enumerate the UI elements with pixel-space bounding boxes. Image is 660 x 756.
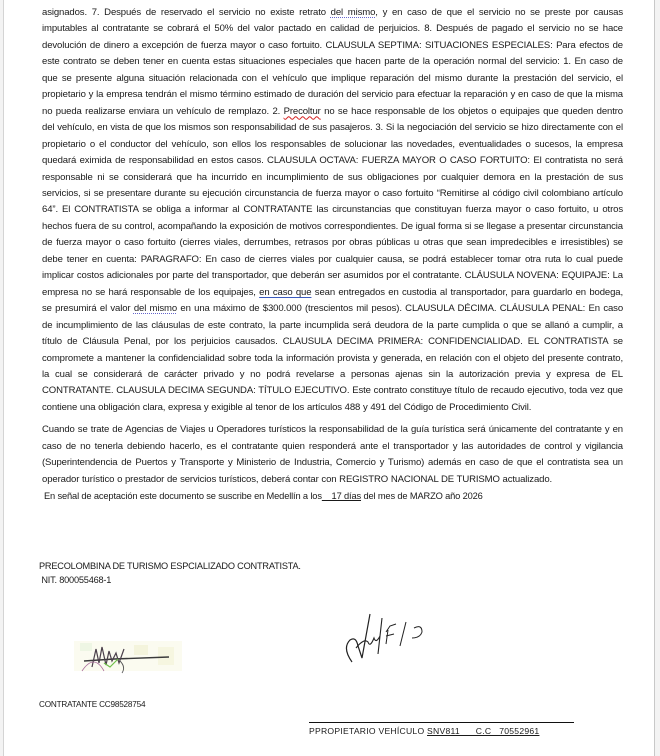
owner-label	[309, 726, 579, 736]
text-run: asignados. 7. Después de reservado el servicio no existe retrato	[42, 7, 331, 18]
owner-plate-id: SNV811 C.C 70552961	[427, 726, 540, 736]
acceptance-suffix: del mes de MARZO año 2026	[361, 491, 483, 501]
text-run: en una máximo de $300.000 (trescientos mil pesos). CLAUSULA DÉCIMA. CLÁUSULA PENAL: En caso de incumplimiento de las cláusulas de este contrato, la parte incumplida será deudora de la parte cumplida o que se allanó a cumplir, a título de Cláusula Penal, por los perjuicios causados. CLAUSULA DECIMA PRIMERA: CONFIDENCIALIDAD. EL CONTRATISTA se compromete a mantener la confidencialidad sobre toda la información provista y generada, en relación con el objeto del presente contrato, la cual se considerará de carácter privado y no podrá revelarse a personas ajenas sin la autorización previa y expresa de EL CONTRATANTE. CLAUSULA DECIMA SEGUNDA: TÍTULO EJECUTIVO. Este contrato constituye título de recaudo ejecutivo, toda vez que contiene una obligación clara, expresa y exigible al tenor de los artículos 488 y 491 del Código de Procedimiento Civil.	[42, 303, 624, 413]
owner-label-text: PPROPIETARIO VEHÍCULO	[309, 726, 428, 736]
tourism-agency-paragraph: Cuando se trate de Agencias de Viajes u Operadores turísticos la responsabilidad de la guía turística será únicamente del contratante y en caso de no tenerla debiendo hacerlo, es el contratante quien responderá ante el transportador y las autoridades de control y vigilancia (Superintendencia de Puertos y Transporte y Ministerio de Industria, Comercio y Turismo) además en caso de que el contratista sea un operador turístico o prestador de servicios turísticos, deberá contar con REGISTRO NACIONAL DE TURISMO actualizado.	[42, 424, 623, 485]
grammar-flag[interactable]: del mismo	[330, 7, 376, 18]
text-run: no se hace responsable de los objetos o equipajes que queden dentro del vehículo, en vista de que los mismos son responsabilidad de sus pasajeros. 3. Si la negociación del servicio se hizo directamente con el propietario o el conductor del vehículo, son ellos los responsables de solucionar las novedades, eventualidades o sucesos, la empresa quedará eximida de responsabilidad en estos casos. CLAUSULA OCTAVA: FUERZA MAYOR O CASO FORTUITO: El contratista no será responsable ni se considerará que ha incurrido en incumplimiento de sus obligaciones por cualquier demora en la prestación de sus servicios, si se presentare durante su ejecución circunstancia de fuerza mayor o caso fortuito “Remitirse al código civil colombiano artículo 64”. El CONTRATISTA se obliga a informar al CONTRATANTE las circunstancias que constituyan fuerza mayor o caso fortuito, u otros hechos fuera de su control, acompañando la exposición de motivos correspondientes. De igual forma si se llegase a presentar circunstancia de fuerza mayor o caso fortuito (cierres viales, derrumbes, retrasos por obras públicas u otras que sean impredecibles e irresistibles) se debe tener en cuenta: PARAGRAFO: En caso de cierres viales por cualquier causa, se podrá establecer tomar otra ruta lo cual puede implicar costos adicionales por parte del transportador, que deberán ser asumidos por el contratante. CLÁUSULA NOVENA: EQUIPAJE: La empresa no se hará responsable de los equipajes,	[42, 105, 623, 298]
company-name: PRECOLOMBINA DE TURISMO ESPCIALIZADO CONTRATISTA.	[39, 561, 301, 571]
document-page	[3, 0, 655, 756]
text-run: sean entregados en custodia al transportador, para guardarlo en bodega, se presumirá el valor	[42, 286, 623, 315]
acceptance-prefix: En señal de aceptación este documento se suscribe en Medellín a los	[44, 491, 322, 501]
clauses-paragraph	[42, 5, 623, 416]
contratante-label: CONTRATANTE CC98528754	[39, 700, 146, 709]
company-block	[39, 560, 301, 587]
acceptance-line	[44, 491, 483, 501]
spelling-flag[interactable]: Precoltur	[283, 105, 321, 117]
contractor-signature-image	[74, 637, 182, 675]
owner-signature-line	[309, 722, 574, 723]
owner-signature-image	[342, 608, 437, 670]
acceptance-days: 17 días	[321, 491, 362, 501]
grammar-flag[interactable]: del mismo	[133, 303, 178, 315]
contract-body	[42, 5, 623, 488]
text-run: , y en caso de que el servicio no se preste por causas imputables al contratante se cobrará el 50% del valor pactado en calidad de perjuicios. 8. Después de pagado el servicio no se hace devolución de dinero a excepción de fuerza mayor o caso fortuito. CLAUSULA SEPTIMA: SITUACIONES ESPECIALES: Para efectos de este contrato se deben tener en cuenta estas situaciones especiales que hacen parte de la operación normal del servicio: 1. En caso de que se presente alguna situación relacionada con el vehículo que implique reparación del mismo durante la prestación del servicio, el propietario y la empresa tendrán el mismo término estimado de duración del servicio para efectuar la reparación y en caso de que la misma no pueda realizarse enviara un vehículo de remplazo. 2.	[42, 7, 623, 117]
grammar-flag[interactable]: en caso que	[259, 286, 312, 298]
company-nit: NIT. 800055468-1	[39, 574, 112, 585]
